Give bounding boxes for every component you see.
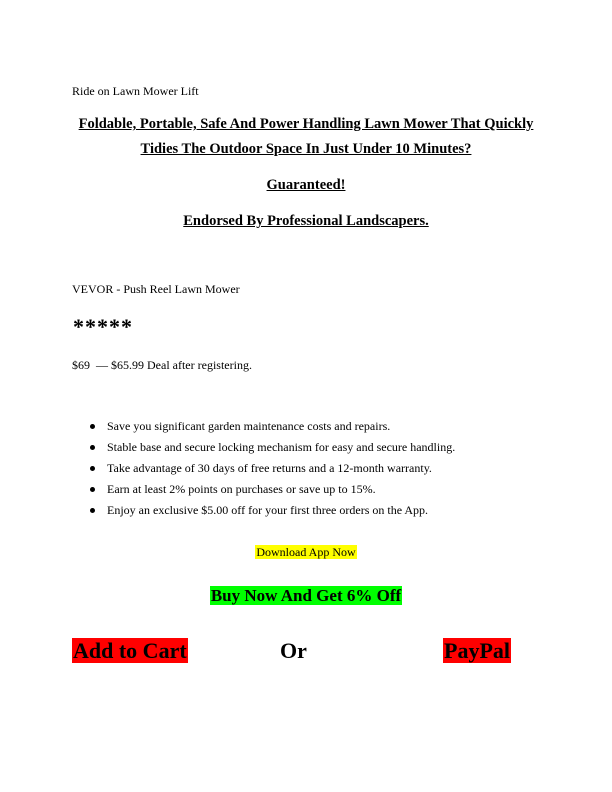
top-label: Ride on Lawn Mower Lift <box>72 84 199 98</box>
bullet-icon <box>90 466 95 471</box>
feature-list <box>72 418 455 523</box>
download-app-link[interactable]: Download App Now <box>256 545 356 559</box>
headline-line-2: Tidies The Outdoor Space In Just Under 10 Minutes? <box>140 141 472 157</box>
bullet-icon <box>90 424 95 429</box>
add-to-cart-button[interactable]: Add to Cart <box>73 638 187 663</box>
bullet-icon <box>90 508 95 513</box>
feature-item: Earn at least 2% points on purchases or save up to 15%. <box>72 481 455 502</box>
rating-stars: ***** <box>73 314 133 339</box>
or-separator: Or <box>280 638 307 663</box>
guarantee-heading: Guaranteed! <box>266 177 346 193</box>
endorsement-heading: Endorsed By Professional Landscapers. <box>183 213 429 229</box>
bullet-icon <box>90 445 95 450</box>
buy-now-button[interactable]: Buy Now And Get 6% Off <box>210 586 402 605</box>
feature-item: Stable base and secure locking mechanism for easy and secure handling. <box>72 439 455 460</box>
feature-item: Save you significant garden maintenance costs and repairs. <box>72 418 455 439</box>
bullet-icon <box>90 487 95 492</box>
feature-item: Enjoy an exclusive $5.00 off for your first three orders on the App. <box>72 502 455 523</box>
product-name: VEVOR - Push Reel Lawn Mower <box>72 282 240 296</box>
headline-line-1: Foldable, Portable, Safe And Power Handling Lawn Mower That Quickly <box>78 116 534 132</box>
price-text: $69 — $65.99 Deal after registering. <box>72 358 252 372</box>
paypal-button[interactable]: PayPal <box>444 638 510 663</box>
feature-item: Take advantage of 30 days of free returns and a 12-month warranty. <box>72 460 455 481</box>
